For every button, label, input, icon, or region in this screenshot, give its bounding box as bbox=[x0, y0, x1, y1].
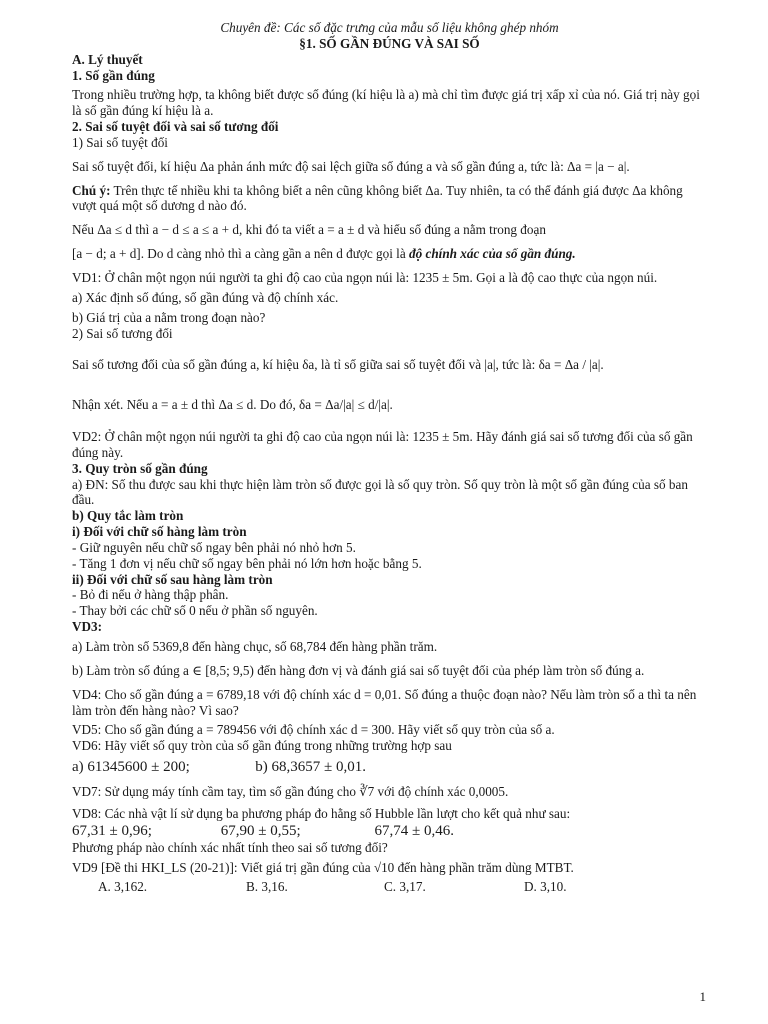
topic-header: Chuyên đề: Các số đặc trưng của mẫu số liệu không ghép nhóm bbox=[220, 20, 559, 35]
paragraph: Sai số tuyệt đối, kí hiệu Δa phản ánh mức độ sai lệch giữa số đúng a và số gần đúng a, tức là: Δa = |a − a|. bbox=[72, 158, 630, 174]
rule-item: - Giữ nguyên nếu chữ số ngay bên phải nó nhỏ hơn 5. bbox=[72, 539, 356, 555]
example-part: a) Làm tròn số 5369,8 đến hàng chục, số 68,784 đến hàng phần trăm. bbox=[72, 639, 438, 654]
example-part: b) Giá trị của a nằm trong đoạn nào? bbox=[72, 309, 266, 325]
measurement-value: 67,90 ± 0,55; bbox=[220, 822, 301, 839]
subsection-heading: 1. Số gần đúng bbox=[72, 67, 155, 83]
example-vd8: VD8: Các nhà vật lí sử dụng ba phương pháp đo hằng số Hubble lần lượt cho kết quả như sau: bbox=[72, 805, 571, 821]
rule-item: - Thay bởi các chữ số 0 nếu ở phần số nguyên. bbox=[72, 603, 318, 619]
example-vd1: VD1: Ở chân một ngọn núi người ta ghi độ cao của ngọn núi là: 1235 ± 5m. Gọi a là độ cao thực của ngọn núi. bbox=[72, 269, 658, 285]
note-label: Chú ý: bbox=[72, 182, 111, 198]
paragraph: Nếu Δa ≤ d thì a − d ≤ a ≤ a + d, khi đó ta viết a = a ± d và hiểu số đúng a nằm trong đoạn bbox=[72, 222, 546, 238]
rule-item: - Tăng 1 đơn vị nếu chữ số ngay bên phải nó lớn hơn hoặc bằng 5. bbox=[72, 555, 422, 571]
paragraph: Sai số tương đối của số gần đúng a, kí hiệu δa, là tỉ số giữa sai số tuyệt đối và |a|, tức là: δa = Δa / |a|. bbox=[72, 357, 604, 373]
paragraph: Trong nhiều trường hợp, ta không biết được số đúng (kí hiệu là a) mà chỉ tìm được giá trị xấp xỉ của nó. Giá trị này gọi là số gần đúng kí hiệu là a. bbox=[72, 87, 700, 119]
example-vd8-values bbox=[72, 822, 707, 840]
note-text: Trên thực tế nhiều khi ta không biết a nên cũng không biết Δa. Tuy nhiên, ta có thể đánh giá được Δa không vượt quá một số dương d nào đó. bbox=[72, 182, 683, 214]
option-a: A. 3,162. bbox=[98, 879, 148, 895]
measurement-value: 67,74 ± 0,46. bbox=[374, 822, 454, 839]
document-body bbox=[72, 20, 707, 895]
section-heading: A. Lý thuyết bbox=[72, 51, 143, 67]
subsubsection-heading: 1) Sai số tuyệt đối bbox=[72, 134, 168, 150]
rule-heading: ii) Đối với chữ số sau hàng làm tròn bbox=[72, 571, 273, 587]
question: Phương pháp nào chính xác nhất tính theo sai số tương đối? bbox=[72, 839, 388, 855]
rule-item: - Bỏ đi nếu ở hàng thập phân. bbox=[72, 587, 229, 603]
subsubsection-heading: 2) Sai số tương đối bbox=[72, 325, 173, 341]
example-vd7: VD7: Sử dụng máy tính cầm tay, tìm số gần đúng cho ∛7 với độ chính xác 0,0005. bbox=[72, 784, 509, 800]
example-vd9: VD9 [Đề thi HKI_LS (20-21)]: Viết giá trị gần đúng của √10 đến hàng phần trăm dùng MTBT. bbox=[72, 859, 574, 875]
definition: a) ĐN: Số thu được sau khi thực hiện làm tròn số được gọi là số quy tròn. Số quy tròn là một số gần đúng của số ban đầu. bbox=[72, 476, 688, 508]
subsubsection-heading: b) Quy tắc làm tròn bbox=[72, 508, 184, 524]
option-d: D. 3,10. bbox=[524, 879, 567, 895]
example-part: b) Làm tròn số đúng a ∈ [8,5; 9,5) đến hàng đơn vị và đánh giá sai số tuyệt đối của phép làm tròn số đúng a. bbox=[72, 662, 645, 678]
example-part: a) 61345600 ± 200; bbox=[72, 759, 190, 776]
rule-heading: i) Đối với chữ số hàng làm tròn bbox=[72, 524, 247, 540]
measurement-value: 67,31 ± 0,96; bbox=[72, 822, 152, 839]
example-vd5: VD5: Cho số gần đúng a = 789456 với độ chính xác d = 300. Hãy viết số quy tròn của số a. bbox=[72, 722, 555, 738]
remark: Nhận xét. Nếu a = a ± d thì Δa ≤ d. Do đó, δa = Δa/|a| ≤ d/|a|. bbox=[72, 397, 393, 413]
option-c: C. 3,17. bbox=[384, 879, 426, 895]
paragraph bbox=[72, 246, 707, 262]
example-vd4: VD4: Cho số gần đúng a = 6789,18 với độ chính xác d = 0,01. Số đúng a thuộc đoạn nào? Nếu làm tròn số a thì ta nên làm tròn đến hàng nào? Vì sao? bbox=[72, 686, 697, 718]
example-part: a) Xác định số đúng, số gần đúng và độ chính xác. bbox=[72, 289, 339, 305]
page-number: 1 bbox=[699, 989, 706, 1004]
option-b: B. 3,16. bbox=[246, 879, 288, 895]
note-paragraph bbox=[72, 183, 707, 215]
page-title: §1. SỐ GẦN ĐÚNG VÀ SAI SỐ bbox=[299, 35, 480, 51]
key-term: độ chính xác của số gần đúng. bbox=[408, 246, 576, 262]
example-vd3: VD3: bbox=[72, 619, 103, 635]
subsection-heading: 3. Quy tròn số gần đúng bbox=[72, 460, 208, 476]
example-vd6-parts bbox=[72, 758, 707, 776]
answer-options bbox=[72, 879, 707, 895]
subsection-heading: 2. Sai số tuyệt đối và sai số tương đối bbox=[72, 119, 279, 135]
example-part: b) 68,3657 ± 0,01. bbox=[255, 759, 367, 776]
paragraph-text: [a − d; a + d]. Do d càng nhỏ thì a càng gần a nên d được gọi là bbox=[72, 246, 406, 262]
example-vd6: VD6: Hãy viết số quy tròn của số gần đúng trong những trường hợp sau bbox=[72, 738, 452, 754]
example-vd2: VD2: Ở chân một ngọn núi người ta ghi độ cao của ngọn núi là: 1235 ± 5m. Hãy đánh giá sai số tương đối của số gần đúng này. bbox=[72, 429, 693, 460]
